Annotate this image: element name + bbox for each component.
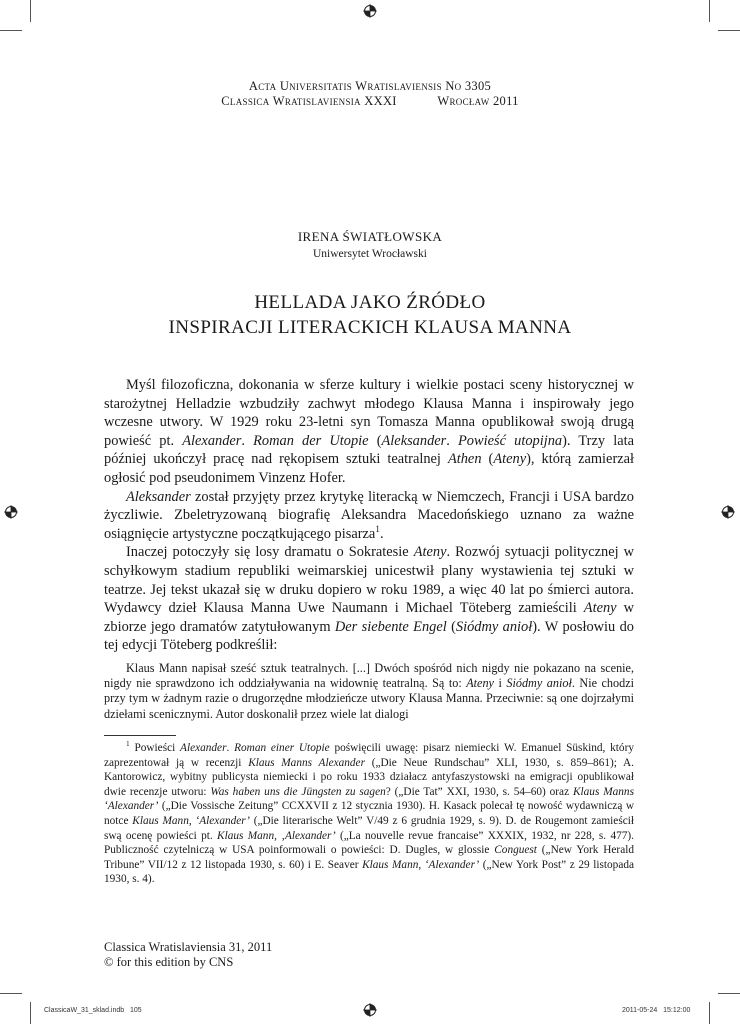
- crop-mark-bottom-right-h: [718, 993, 740, 994]
- paragraph-3: Inaczej potoczyły się losy dramatu o Sokratesie Ateny. Rozwój sytuacji politycznej w schyłkowym stadium republiki weimarskiej unicestwił plany wystawienia tej sztuki w teatrze. Jej tekst ukazał się w druku dopiero w roku 1989, a więc 40 lat po śmierci autora. Wydawcy dzieł Klausa Manna Uwe Naumann i Michael Töteberg zamieścili Ateny w zbiorze jego dramatów zatytułowanym Der siebente Engel (Siódmy anioł). W posłowiu do tej edycji Töteberg podkreślił:: [104, 544, 635, 654]
- author-affiliation: Uniwersytet Wrocławski: [313, 248, 427, 260]
- journal-series: Classica Wratislaviensia XXXI: [221, 94, 397, 108]
- footnote-reference[interactable]: 1: [375, 524, 380, 535]
- registration-mark-icon: [4, 505, 18, 519]
- footnote-divider: [104, 735, 176, 736]
- paragraph-1: Myśl filozoficzna, dokonania w sferze kultury i wielkie postaci sceny historycznej w starożytnej Helladzie wzbudziły zachwyt młodego Klausa Manna i inspirowały jego wczesne utwory. W 1929 roku 23-letni syn Tomasza Manna opublikował swoją drugą powieść pt. Alexander. Roman der Utopie (Aleksander. Powieść utopijna). Trzy lata później ukończył pracę nad rękopisem sztuki teatralnej Athen (Ateny), którą zamierzał ogłosić pod pseudonimem Vinzenz Hofer.: [104, 377, 635, 486]
- journal-header-line1: Acta Universitatis Wratislaviensis No 3305: [248, 79, 492, 93]
- article-title-line2: INSPIRACJI LITERACKICH KLAUSA MANNA: [168, 317, 572, 338]
- footer-journal-line: Classica Wratislaviensia 31, 2011: [104, 940, 273, 954]
- crop-mark-bottom-left-h: [0, 993, 22, 994]
- copyright-footer: [104, 940, 272, 970]
- paragraph-2: Aleksander został przyjęty przez krytykę literacką w Niemczech, Francji i USA bardzo życzliwie. Zbeletryzowaną biografię Aleksandra Macedońskiego uznano za ważne osiągnięcie artystyczne początkującego pisarza$^1$.: [104, 488, 634, 542]
- block-quote: Klaus Mann napisał sześć sztuk teatralnych. [...] Dwóch spośród nich nigdy nie pokazano na scenie, nigdy nie sprawdzono ich oddziaływania na widownię teatralną. Są to: Ateny i Siódmy anioł. Nie chodzi przy tym w żadnym razie o drugorzędne młodzieńcze utwory Klausa Manna. Przeciwnie: są one dojrzałymi dziełami scenicznymi. Autor doskonalił przez wiele lat dialogi: [104, 661, 634, 721]
- slug-timestamp: 2011-05-24 15:12:00: [622, 1007, 691, 1014]
- crop-mark-top-right-h: [718, 30, 740, 31]
- article-body: [104, 376, 634, 655]
- crop-mark-top-left-h: [0, 30, 22, 31]
- crop-mark-top-right-v: [709, 0, 710, 22]
- footnote-1: $^1$ Powieści Alexander. Roman einer Utopie poświęcili uwagę: pisarz niemiecki W. Emanuel Süskind, który zaprezentował ją w recenzji Klaus Manns Alexander („Die Neue Rundschau” XLI, 1930, s. 859–861); A. Kantorowicz, wybitny publicysta niemiecki i po roku 1933 działacz antyfaszystowski na emigracji opublikował dwie recenzje utworu: Was haben uns die Jüngsten zu sagen? („Die Tat” XXI, 1930, s. 54–60) oraz Klaus Manns ‘Alexander’ („Die Vossische Zeitung” CCXXVII z 12 stycznia 1930). H. Kasack polecał tę nowość wydawniczą w notce Klaus Mann, ‘Alexander’ („Die literarische Welt” V/49 z 6 grudnia 1929, s. 9). D. de Rougemont zamieścił swą ocenę powieści pt. Klaus Mann, ‚Alexander’ („La nouvelle revue francaise” XXXIX, 1932, nr 228, s. 477). Publiczność czytelniczą w USA poinformowali o powieści: D. Dugles, w glossie Conguest („New York Herald Tribune” VII/12 z 12 listopada 1930, s. 60) i E. Seaver Klaus Mann, ‘Alexander’ („New York Post” z 29 listopada 1930, s. 4).: [104, 739, 635, 886]
- crop-mark-bottom-right-v: [709, 1002, 710, 1024]
- article-title-line1: HELLADA JAKO ŹRÓDŁO: [254, 292, 486, 313]
- journal-place-year: Wrocław 2011: [437, 94, 519, 108]
- journal-header-line2: [0, 94, 740, 109]
- registration-mark-icon: [363, 4, 377, 18]
- registration-mark-icon: [721, 505, 735, 519]
- footnote-number: 1: [126, 739, 130, 749]
- slug-filename: ClassicaW_31_sklad.indb 105: [44, 1007, 142, 1014]
- registration-mark-icon: [363, 1003, 377, 1017]
- author-name: IRENA ŚWIATŁOWSKA: [297, 229, 443, 244]
- crop-mark-top-left-v: [30, 0, 31, 22]
- crop-mark-bottom-left-v: [30, 1002, 31, 1024]
- footer-copyright-line: © for this edition by CNS: [104, 955, 234, 969]
